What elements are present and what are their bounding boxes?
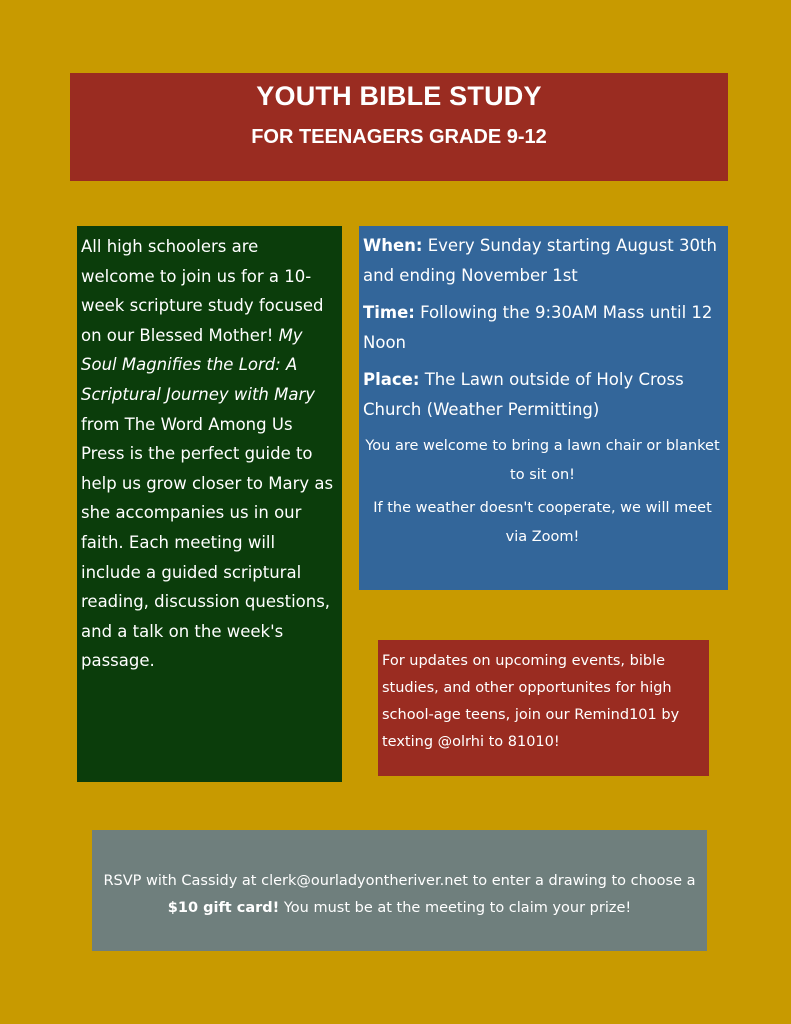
when-label: When: bbox=[363, 236, 423, 255]
intro-text bbox=[81, 232, 336, 676]
header-banner bbox=[70, 73, 728, 181]
details-panel bbox=[359, 226, 728, 590]
rsvp-text-before: RSVP with Cassidy at clerk@ourladyontheriver.net to enter a drawing to choose a bbox=[103, 873, 696, 889]
updates-text: For updates on upcoming events, bible studies, and other opportunites for high school-age teens, join our Remind101 by texting @olrhi to 81010! bbox=[382, 653, 680, 750]
intro-text-before: All high schoolers are welcome to join us for a 10-week scripture study focused on our Blessed Mother! bbox=[81, 237, 324, 345]
intro-text-after: from The Word Among Us Press is the perfect guide to help us grow closer to Mary as she accompanies us in our faith. Each meeting will include a guided scriptural reading, discussion questions, and a talk on the week's passage. bbox=[81, 414, 334, 671]
when-value: Every Sunday starting August 30th and ending November 1st bbox=[363, 236, 717, 285]
rsvp-text-after: You must be at the meeting to claim your prize! bbox=[279, 900, 632, 916]
zoom-note: If the weather doesn't cooperate, we will meet via Zoom! bbox=[373, 500, 712, 545]
time-row bbox=[363, 298, 722, 357]
when-row bbox=[363, 231, 722, 290]
lawn-chair-note: You are welcome to bring a lawn chair or blanket to sit on! bbox=[365, 438, 720, 483]
rsvp-panel bbox=[92, 830, 707, 951]
book-title: My Soul Magnifies the Lord: A Scriptural Journey with Mary bbox=[81, 325, 316, 404]
place-value: The Lawn outside of Holy Cross Church (Weather Permitting) bbox=[363, 370, 684, 419]
time-label: Time: bbox=[363, 303, 415, 322]
intro-panel bbox=[77, 226, 342, 782]
updates-panel bbox=[378, 640, 709, 776]
place-row bbox=[363, 365, 722, 424]
prize-text: $10 gift card! bbox=[167, 900, 280, 916]
place-label: Place: bbox=[363, 370, 420, 389]
flyer-title: YOUTH BIBLE STUDY bbox=[256, 81, 542, 111]
time-value: Following the 9:30AM Mass until 12 Noon bbox=[363, 303, 713, 352]
rsvp-text bbox=[92, 868, 707, 922]
flyer-subtitle: FOR TEENAGERS GRADE 9-12 bbox=[251, 126, 547, 148]
